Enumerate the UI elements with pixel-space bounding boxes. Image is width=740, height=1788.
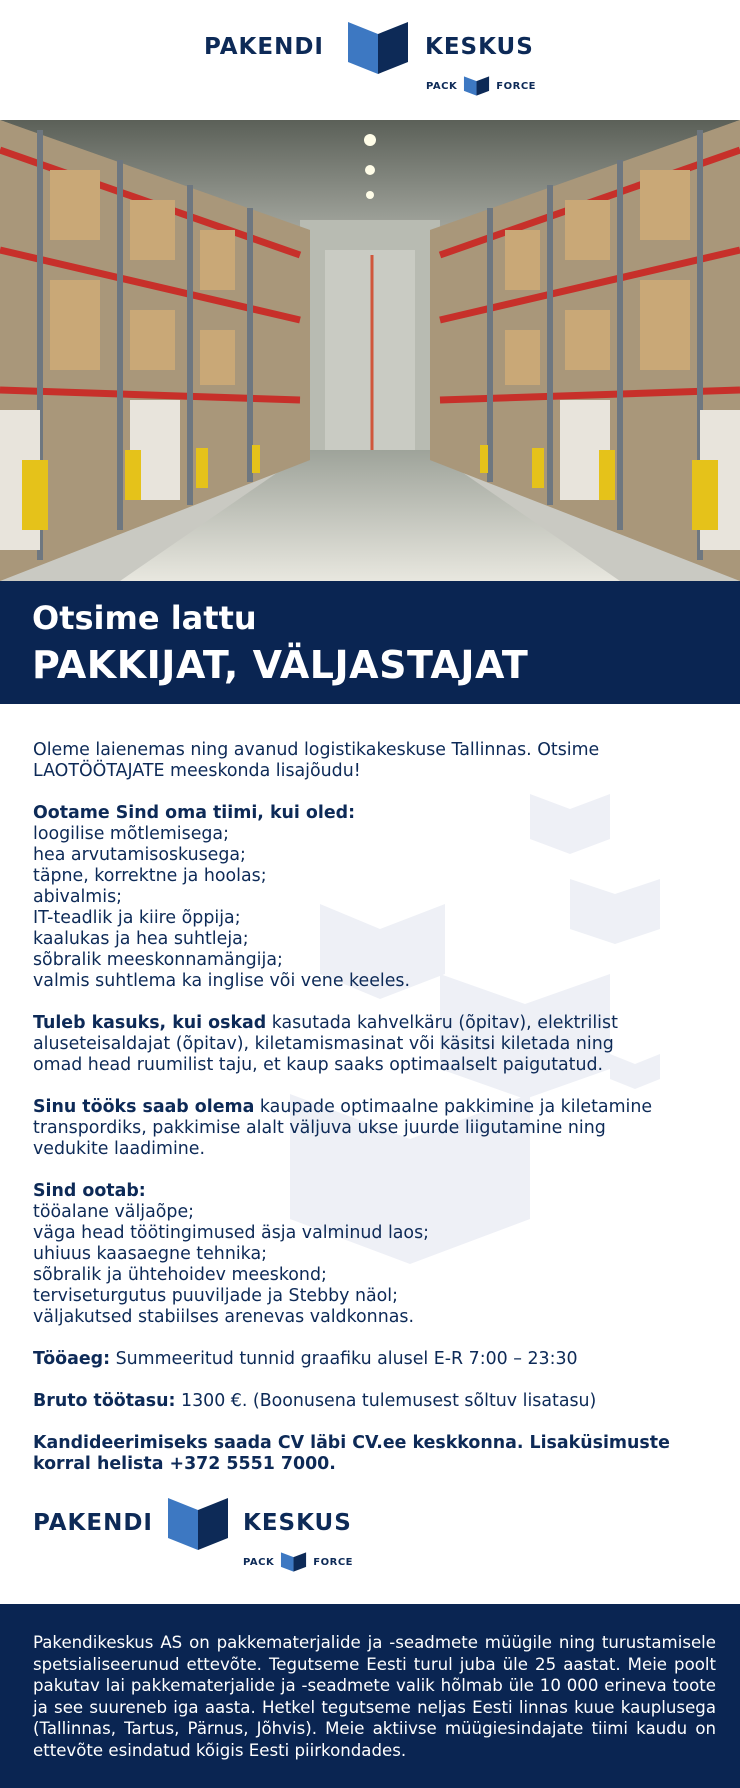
requirement-item: loogilise mõtlemisega; <box>33 824 229 844</box>
ad-content <box>33 740 713 1496</box>
header-logo-area <box>0 0 740 120</box>
duties-text-line3: vedukite laadimine. <box>33 1139 206 1159</box>
intro-line2: LAOTÖÖTAJATE meeskonda lisajõudu! <box>33 761 361 781</box>
offer-item: tööalane väljaõpe; <box>33 1202 194 1222</box>
requirement-item: sõbralik meeskonnamängija; <box>33 950 283 970</box>
headline-line1: Otsime lattu <box>32 599 257 637</box>
worktime-value: Summeeritud tunnid graafiku alusel E-R 7:00 – 23:30 <box>110 1349 578 1369</box>
logo-word-left: PAKENDI <box>204 34 324 60</box>
offer-item: väljakutsed stabiilses arenevas valdkonnas. <box>33 1307 414 1327</box>
warehouse-photo <box>0 120 740 581</box>
requirement-item: täpne, korrektne ja hoolas; <box>33 866 267 886</box>
logo-subline <box>243 1551 353 1573</box>
requirements-heading: Ootame Sind oma tiimi, kui oled: <box>33 803 356 823</box>
skills-text-line3: omad head ruumilist taju, et kaup saaks optimaalselt paigutatud. <box>33 1055 604 1075</box>
skills-lead: Tuleb kasuks, kui oskad <box>33 1013 267 1033</box>
logo-sub-left: PACK <box>426 80 458 92</box>
duties-paragraph <box>33 1097 713 1160</box>
apply-line1: Kandideerimiseks saada CV läbi CV.ee keskkonna. Lisaküsimuste <box>33 1433 670 1453</box>
offer-item: väga head töötingimused äsja valminud laos; <box>33 1223 429 1243</box>
logo-box-icon <box>346 20 410 76</box>
offer-item: uhiuus kaasaegne tehnika; <box>33 1244 267 1264</box>
ad-body <box>0 704 740 1604</box>
logo-box-icon <box>166 1496 230 1552</box>
apply-line2: korral helista +372 5551 7000. <box>33 1454 336 1474</box>
logo-subline <box>426 75 536 97</box>
logo-sub-right: FORCE <box>313 1556 353 1568</box>
logo-word-right: KESKUS <box>243 1510 352 1536</box>
warehouse-illustration <box>0 120 740 581</box>
offer-section <box>33 1181 713 1328</box>
intro-paragraph <box>33 740 713 782</box>
logo-word-right: KESKUS <box>425 34 534 60</box>
brand-logo-bottom <box>33 1496 363 1576</box>
requirement-item: valmis suhtlema ka inglise või vene keeles. <box>33 971 411 991</box>
requirement-item: abivalmis; <box>33 887 122 907</box>
offer-item: terviseturgutus puuviljade ja Stebby näol; <box>33 1286 398 1306</box>
intro-line1: Oleme laienemas ning avanud logistikakeskuse Tallinnas. Otsime <box>33 740 600 760</box>
duties-text-line1: kaupade optimaalne pakkimine ja kiletamine <box>254 1097 653 1117</box>
salary-value: 1300 €. (Boonusena tulemusest sõltuv lisatasu) <box>175 1391 597 1411</box>
skills-paragraph <box>33 1013 713 1076</box>
skills-text-line1: kasutada kahvelkäru (õpitav), elektrilist <box>266 1013 618 1033</box>
company-description: Pakendikeskus AS on pakkematerjalide ja -seadmete müügile ning turustamisele spetsialiseerunud ettevõte. Tegutseme Eesti turul juba üle 25 aastat. Meie poolt pakutav lai pakkematerjalide ja -seadmete valik hõlmab üle 10 000 erineva toote ja see suureneb iga aasta. Hetkel tegutseme neljas Eesti linnas kuue kauplusega (Tallinnas, Tartus, Pärnus, Jõhvis). Meie aktiivse müügiesindajate tiimi kaudu on ettevõte esindatud kõigis Eesti piirkondades. <box>33 1633 716 1760</box>
worktime-label: Tööaeg: <box>33 1349 111 1369</box>
headline-line2: PAKKIJAT, VÄLJASTAJAT <box>32 643 529 687</box>
duties-lead: Sinu tööks saab olema <box>33 1097 255 1117</box>
requirement-item: kaalukas ja hea suhtleja; <box>33 929 249 949</box>
offer-item: sõbralik ja ühtehoidev meeskond; <box>33 1265 327 1285</box>
logo-sub-left: PACK <box>243 1556 275 1568</box>
salary-label: Bruto töötasu: <box>33 1391 176 1411</box>
worktime-line <box>33 1349 713 1370</box>
requirements-section <box>33 803 713 992</box>
offer-heading: Sind ootab: <box>33 1181 146 1201</box>
logo-small-box-icon <box>463 75 490 97</box>
skills-text-line2: aluseteisaldajat (õpitav), kiletamismasinat või käsitsi kiletada ning <box>33 1034 614 1054</box>
company-footer <box>0 1604 740 1788</box>
requirement-item: hea arvutamisoskusega; <box>33 845 246 865</box>
logo-sub-right: FORCE <box>496 80 536 92</box>
requirement-item: IT-teadlik ja kiire õppija; <box>33 908 241 928</box>
logo-word-left: PAKENDI <box>33 1510 153 1536</box>
logo-small-box-icon <box>280 1551 307 1573</box>
salary-line <box>33 1391 713 1412</box>
brand-logo <box>204 20 534 100</box>
headline-band <box>0 581 740 704</box>
apply-paragraph <box>33 1433 713 1475</box>
duties-text-line2: transpordiks, pakkimise alalt väljuva ukse juurde liigutamine ning <box>33 1118 606 1138</box>
